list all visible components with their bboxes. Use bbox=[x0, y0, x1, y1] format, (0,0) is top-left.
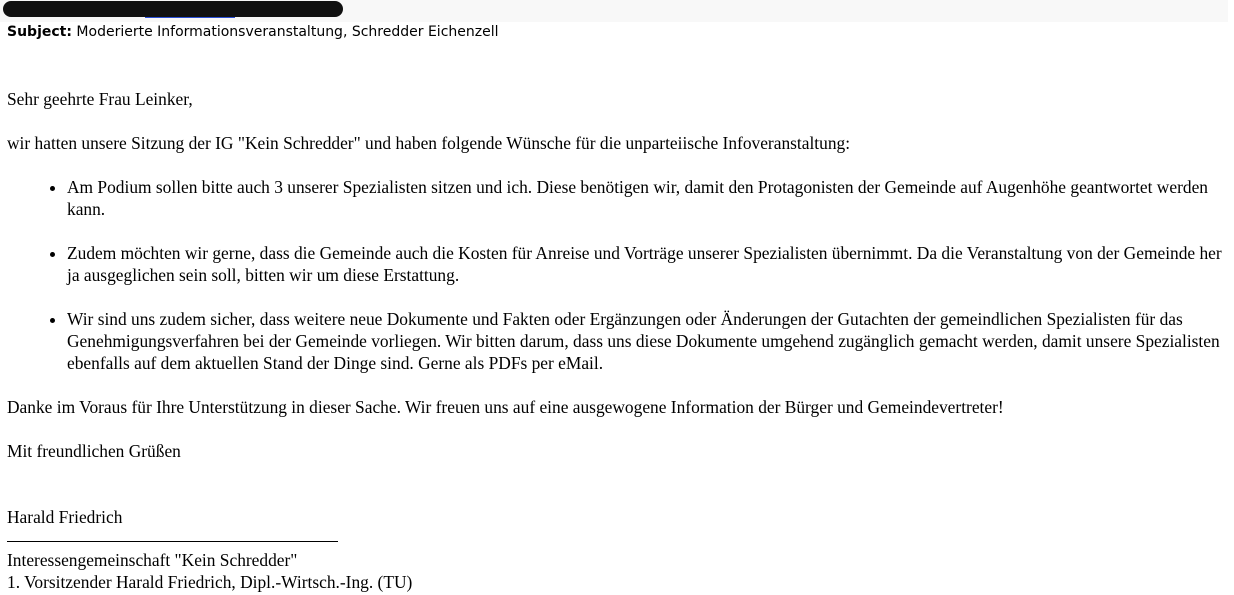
subject-line bbox=[7, 23, 499, 41]
email-header bbox=[0, 0, 1228, 22]
signature-name: Harald Friedrich bbox=[7, 507, 123, 527]
redacted-link-underline bbox=[145, 17, 235, 18]
list-item: • Wir sind uns zudem sicher, dass weitere neue Dokumente und Fakten oder Ergänzungen oder Änderungen der Gutachten der gemeindlichen Spezialisten für das Genehmigungsverfahren bei der Gemeinde vorliegen. Wir bitten darum, dass uns diese Dokumente umgehend zugänglich gemacht werden, damit unsere Spezialisten ebenfalls auf dem aktuellen Stand der Dinge sind. Gerne als PDFs per eMail. bbox=[67, 308, 1232, 374]
list-item: • Zudem möchten wir gerne, dass die Gemeinde auch die Kosten für Anreise und Vorträge unserer Spezialisten übernimmt. Da die Veranstaltung von der Gemeinde her ja ausgeglichen sein soll, bitten wir um diese Erstattung. bbox=[67, 242, 1232, 286]
signature-divider bbox=[7, 541, 338, 542]
thanks-paragraph: Danke im Voraus für Ihre Unterstützung in dieser Sache. Wir freuen uns auf eine ausgewogene Information der Bürger und Gemeindevertreter! bbox=[7, 397, 1004, 417]
closing: Mit freundlichen Grüßen bbox=[7, 441, 181, 461]
intro-paragraph: wir hatten unsere Sitzung der IG "Kein Schredder" und haben folgende Wünsche für die unparteiische Infoveranstaltung: bbox=[7, 133, 851, 153]
subject-text: Moderierte Informationsveranstaltung, Schredder Eichenzell bbox=[76, 24, 499, 40]
request-list bbox=[7, 176, 1232, 374]
greeting: Sehr geehrte Frau Leinker, bbox=[7, 89, 193, 109]
list-item: • Am Podium sollen bitte auch 3 unserer Spezialisten sitzen und ich. Diese benötigen wir, damit den Protagonisten der Gemeinde auf Augenhöhe geantwortet werden kann. bbox=[67, 176, 1232, 220]
signature-title: 1. Vorsitzender Harald Friedrich, Dipl.-Wirtsch.-Ing. (TU) bbox=[7, 572, 413, 592]
subject-label: Subject: bbox=[7, 24, 72, 40]
redacted-sender bbox=[3, 1, 343, 17]
signature-organization: Interessengemeinschaft "Kein Schredder" bbox=[7, 550, 298, 570]
email-body bbox=[7, 88, 1232, 593]
